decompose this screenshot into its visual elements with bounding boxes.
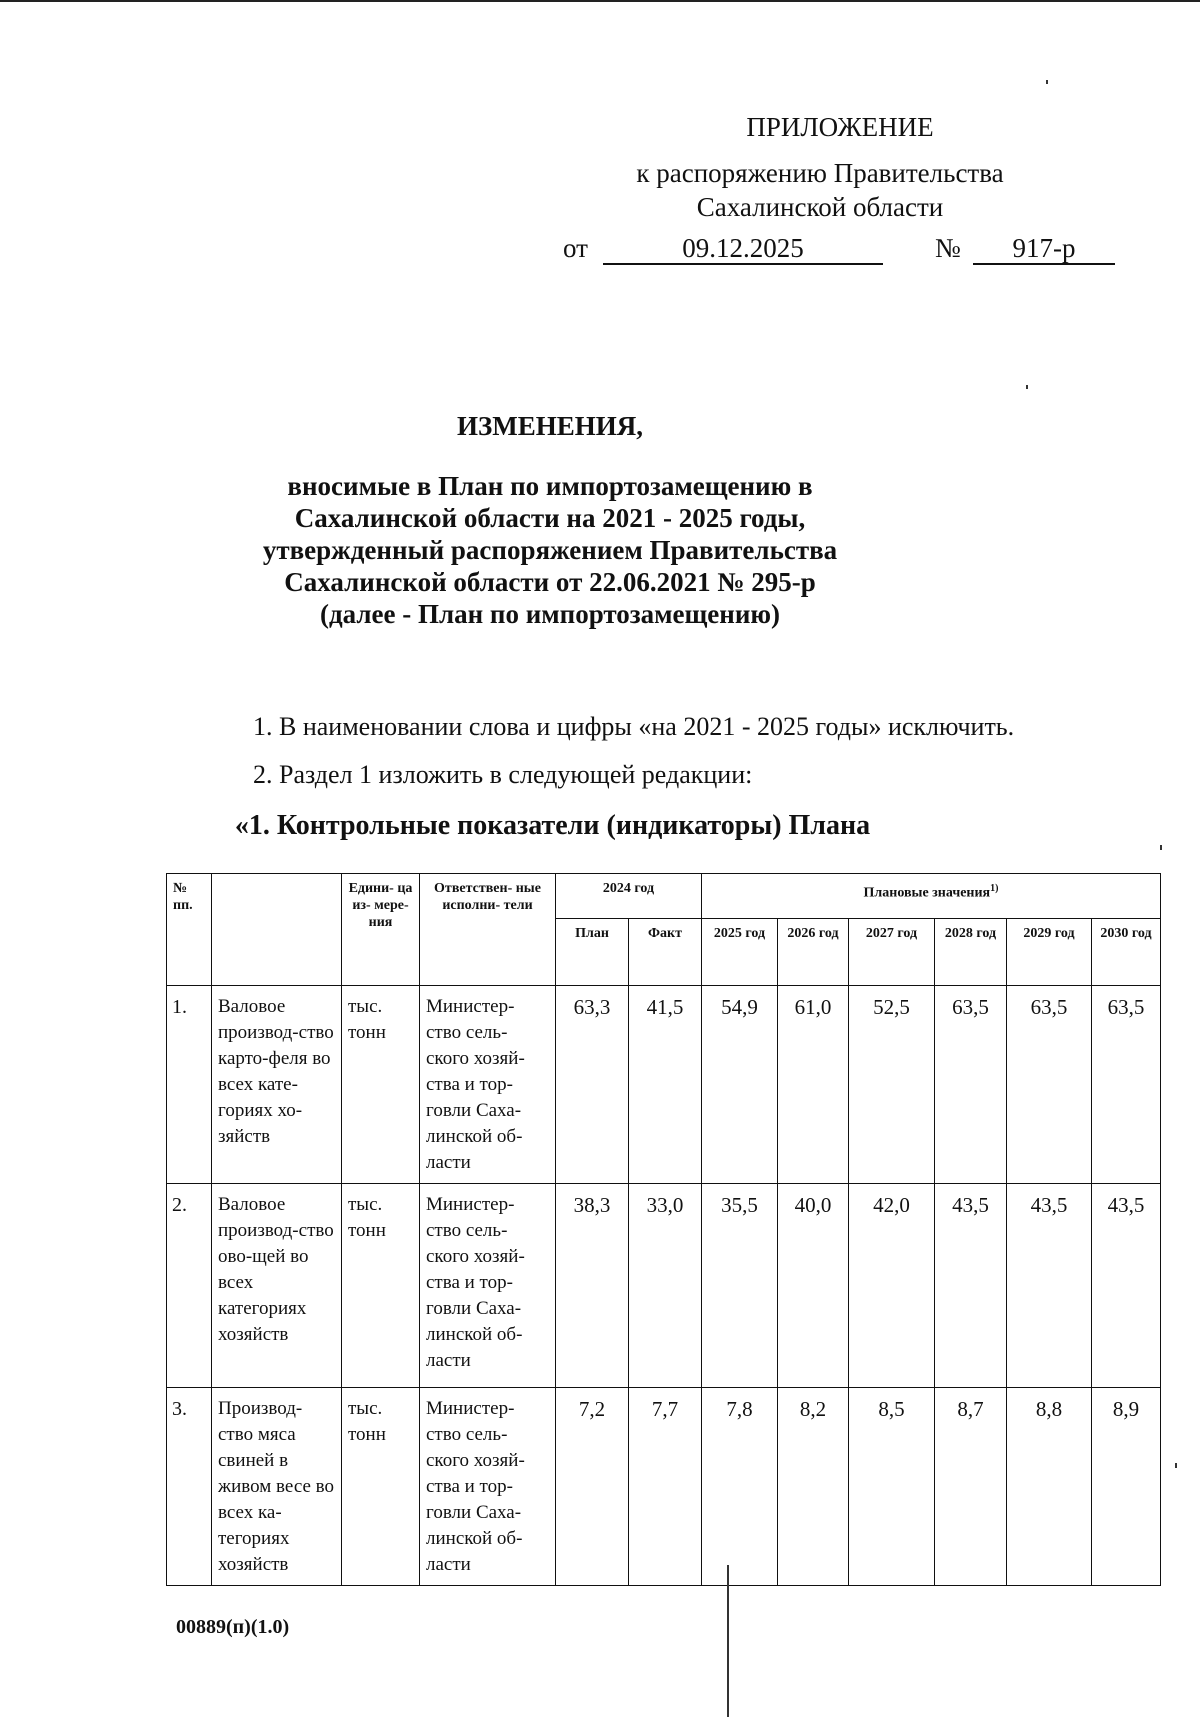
row-value-2026: 40,0 [778, 1184, 849, 1388]
row-value-2030: 43,5 [1092, 1184, 1161, 1388]
table-header-row [167, 874, 1161, 919]
row-value-2026: 61,0 [778, 986, 849, 1184]
heading-line-5: (далее - План по импортозамещению) [319, 599, 781, 629]
appendix-header [540, 110, 1100, 224]
section-title: «1. Контрольные показатели (индикаторы) Плана [234, 810, 871, 841]
row-value-2025: 54,9 [702, 986, 778, 1184]
header-2027: 2027 год [849, 919, 935, 986]
order-number: 917-р [973, 233, 1115, 265]
header-plan: План [556, 919, 629, 986]
row-value-2028: 43,5 [935, 1184, 1007, 1388]
heading-line-1: вносимые в План по импортозамещению в [287, 471, 813, 501]
table-row [167, 1184, 1161, 1388]
row-value-2025: 35,5 [702, 1184, 778, 1388]
header-2029: 2029 год [1007, 919, 1092, 986]
row-value-2025: 7,8 [702, 1388, 778, 1586]
header-2026: 2026 год [778, 919, 849, 986]
table-row [167, 1388, 1161, 1586]
appendix-line-2: Сахалинской области [696, 192, 944, 222]
scan-artifact-line [727, 1565, 729, 1717]
scan-artifact-dot [1175, 1463, 1177, 1468]
header-2024: 2024 год [556, 874, 702, 919]
scan-artifact-dot [1160, 845, 1162, 850]
row-plan-2024: 7,2 [556, 1388, 629, 1586]
appendix-title: ПРИЛОЖЕНИЕ [746, 112, 934, 142]
paragraph-2: 2. Раздел 1 изложить в следующей редакции: [253, 760, 753, 789]
order-date-number-line [563, 233, 1123, 267]
row-fact-2024: 7,7 [629, 1388, 702, 1586]
paragraph-1: 1. В наименовании слова и цифры «на 2021 - 2025 годы» исключить. [253, 712, 1015, 741]
number-label: № [935, 233, 961, 263]
header-2028: 2028 год [935, 919, 1007, 986]
row-indicator: Валовое производ-ство ово-щей во всех категориях хозяйств [212, 1184, 342, 1388]
header-responsible: Ответствен- ные исполни- тели [420, 874, 556, 986]
row-indicator: Производ-ство мяса свиней в живом весе во всех ка-тегориях хозяйств [212, 1388, 342, 1586]
row-value-2030: 63,5 [1092, 986, 1161, 1184]
row-plan-2024: 63,3 [556, 986, 629, 1184]
row-value-2026: 8,2 [778, 1388, 849, 1586]
footer-code: 00889(п)(1.0) [176, 1616, 290, 1638]
row-indicator: Валовое производ-ство карто-феля во всех кате-гориях хо-зяйств [212, 986, 342, 1184]
row-responsible: Министер-ство сель-ского хозяй-ства и тор-говли Саха-линской об-ласти [420, 1184, 556, 1388]
document-heading [200, 410, 900, 630]
planned-values-label: Плановые значения [863, 885, 991, 901]
from-label: от [563, 233, 588, 263]
row-responsible: Министер-ство сель-ского хозяй-ства и тор-говли Саха-линской об-ласти [420, 1388, 556, 1586]
row-value-2029: 43,5 [1007, 1184, 1092, 1388]
row-unit: тыс. тонн [342, 1388, 420, 1586]
row-unit: тыс. тонн [342, 986, 420, 1184]
row-value-2028: 63,5 [935, 986, 1007, 1184]
row-value-2029: 63,5 [1007, 986, 1092, 1184]
row-value-2030: 8,9 [1092, 1388, 1161, 1586]
header-number: № пп. [167, 874, 212, 986]
scan-artifact-dot [1026, 385, 1028, 389]
row-value-2027: 8,5 [849, 1388, 935, 1586]
row-unit: тыс. тонн [342, 1184, 420, 1388]
order-date: 09.12.2025 [603, 233, 883, 265]
scan-artifact-dot [1046, 80, 1048, 84]
heading-line-2: Сахалинской области на 2021 - 2025 годы, [294, 503, 806, 533]
row-number: 1. [167, 986, 212, 1184]
header-2025: 2025 год [702, 919, 778, 986]
row-value-2028: 8,7 [935, 1388, 1007, 1586]
header-2030: 2030 год [1092, 919, 1161, 986]
row-plan-2024: 38,3 [556, 1184, 629, 1388]
planned-values-footnote: 1) [990, 883, 999, 894]
header-fact: Факт [629, 919, 702, 986]
row-fact-2024: 41,5 [629, 986, 702, 1184]
header-indicator [212, 874, 342, 986]
header-unit: Едини- ца из- мере- ния [342, 874, 420, 986]
row-value-2027: 42,0 [849, 1184, 935, 1388]
row-value-2029: 8,8 [1007, 1388, 1092, 1586]
appendix-line-1: к распоряжению Правительства [636, 158, 1004, 188]
row-value-2027: 52,5 [849, 986, 935, 1184]
row-number: 3. [167, 1388, 212, 1586]
row-number: 2. [167, 1184, 212, 1388]
row-responsible: Министер-ство сель-ского хозяй-ства и тор-говли Саха-линской об-ласти [420, 986, 556, 1184]
header-planned-values [702, 874, 1161, 919]
heading-title: ИЗМЕНЕНИЯ, [456, 411, 643, 441]
heading-line-3: утвержденный распоряжением Правительства [262, 535, 838, 565]
top-scan-border [0, 0, 1200, 2]
heading-line-4: Сахалинской области от 22.06.2021 № 295-р [284, 567, 816, 597]
indicators-table [166, 873, 1161, 1586]
table-row [167, 986, 1161, 1184]
row-fact-2024: 33,0 [629, 1184, 702, 1388]
